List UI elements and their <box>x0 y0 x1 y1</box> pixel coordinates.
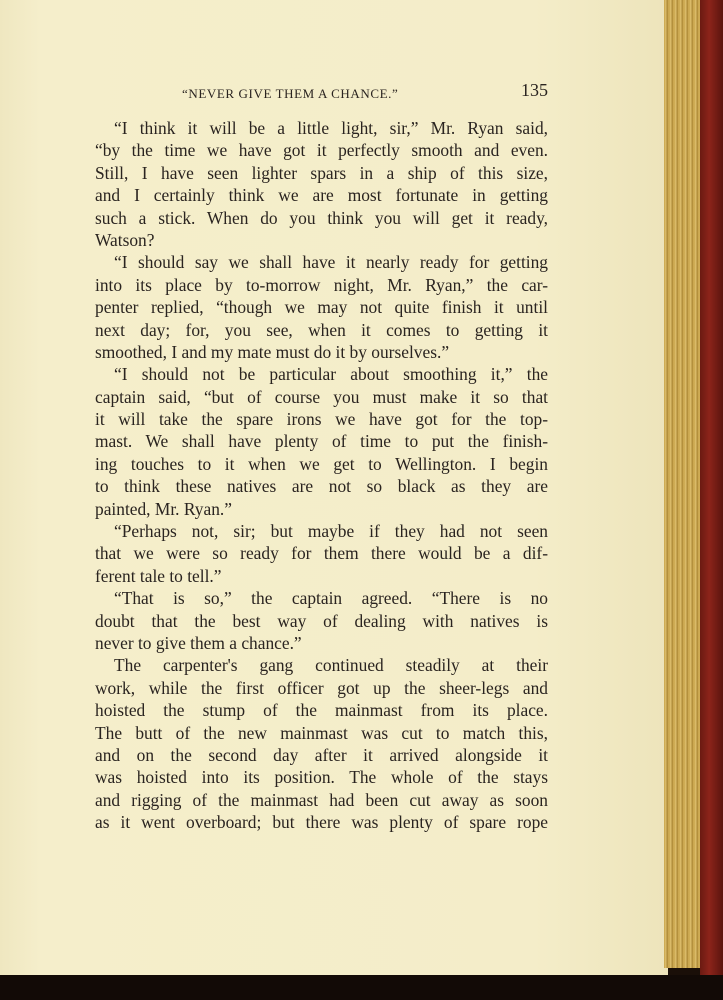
text-line: and rigging of the mainmast had been cut away as soon <box>95 789 548 810</box>
running-head: “NEVER GIVE THEM A CHANCE.” <box>182 86 399 101</box>
text-line: The carpenter's gang continued steadily at their <box>114 655 548 676</box>
text-line: such a stick. When do you think you will get it ready, <box>95 207 548 228</box>
text-line: smoothed, I and my mate must do it by ourselves.” <box>95 341 450 362</box>
text-line: captain said, “but of course you must make it so that <box>95 386 548 407</box>
text-line: “I should not be particular about smoothing it,” the <box>114 364 548 385</box>
text-line: painted, Mr. Ryan.” <box>95 498 232 519</box>
text-line: “I think it will be a little light, sir,” Mr. Ryan said, <box>114 118 548 138</box>
text-line: doubt that the best way of dealing with natives is <box>95 610 548 631</box>
text-line: mast. We shall have plenty of time to put the finish- <box>95 431 548 452</box>
text-line: next day; for, you see, when it comes to getting it <box>95 319 548 340</box>
text-line: and I certainly think we are most fortunate in getting <box>95 185 548 206</box>
text-line: Still, I have seen lighter spars in a ship of this size, <box>95 162 548 183</box>
text-line: to think these natives are not so black as they are <box>95 476 548 497</box>
text-line: that we were so ready for them there would be a dif- <box>95 543 548 564</box>
text-line: never to give them a chance.” <box>95 632 302 653</box>
text-line: was hoisted into its position. The whole of the stays <box>95 767 548 788</box>
text-line: penter replied, “though we may not quite finish it until <box>95 297 548 318</box>
text-line: it will take the spare irons we have got for the top- <box>95 409 548 430</box>
text-line: “by the time we have got it perfectly smooth and even. <box>95 140 548 161</box>
text-line: “Perhaps not, sir; but maybe if they had not seen <box>114 521 548 542</box>
text-line: “I should say we shall have it nearly ready for getting <box>114 252 548 273</box>
text-line: as it went overboard; but there was plenty of spare rope <box>95 812 548 833</box>
book-cover-edge <box>700 0 723 1000</box>
text-line: The butt of the new mainmast was cut to match this, <box>95 722 548 743</box>
text-line: ing touches to it when we get to Wellington. I begin <box>95 453 548 474</box>
text-line: “That is so,” the captain agreed. “There is no <box>114 588 548 609</box>
page-edges <box>664 0 704 968</box>
text-line: ferent tale to tell.” <box>95 565 222 586</box>
scan-border <box>0 975 723 1000</box>
body-text <box>95 117 548 834</box>
text-line: and on the second day after it arrived alongside it <box>95 744 548 765</box>
text-line: into its place by to-morrow night, Mr. Ryan,” the car- <box>95 274 548 295</box>
page-number: 135 <box>521 80 548 100</box>
text-line: hoisted the stump of the mainmast from its place. <box>95 700 548 721</box>
page-header <box>96 80 548 104</box>
text-line: work, while the first officer got up the sheer-legs and <box>95 677 548 698</box>
text-line: Watson? <box>95 229 155 250</box>
